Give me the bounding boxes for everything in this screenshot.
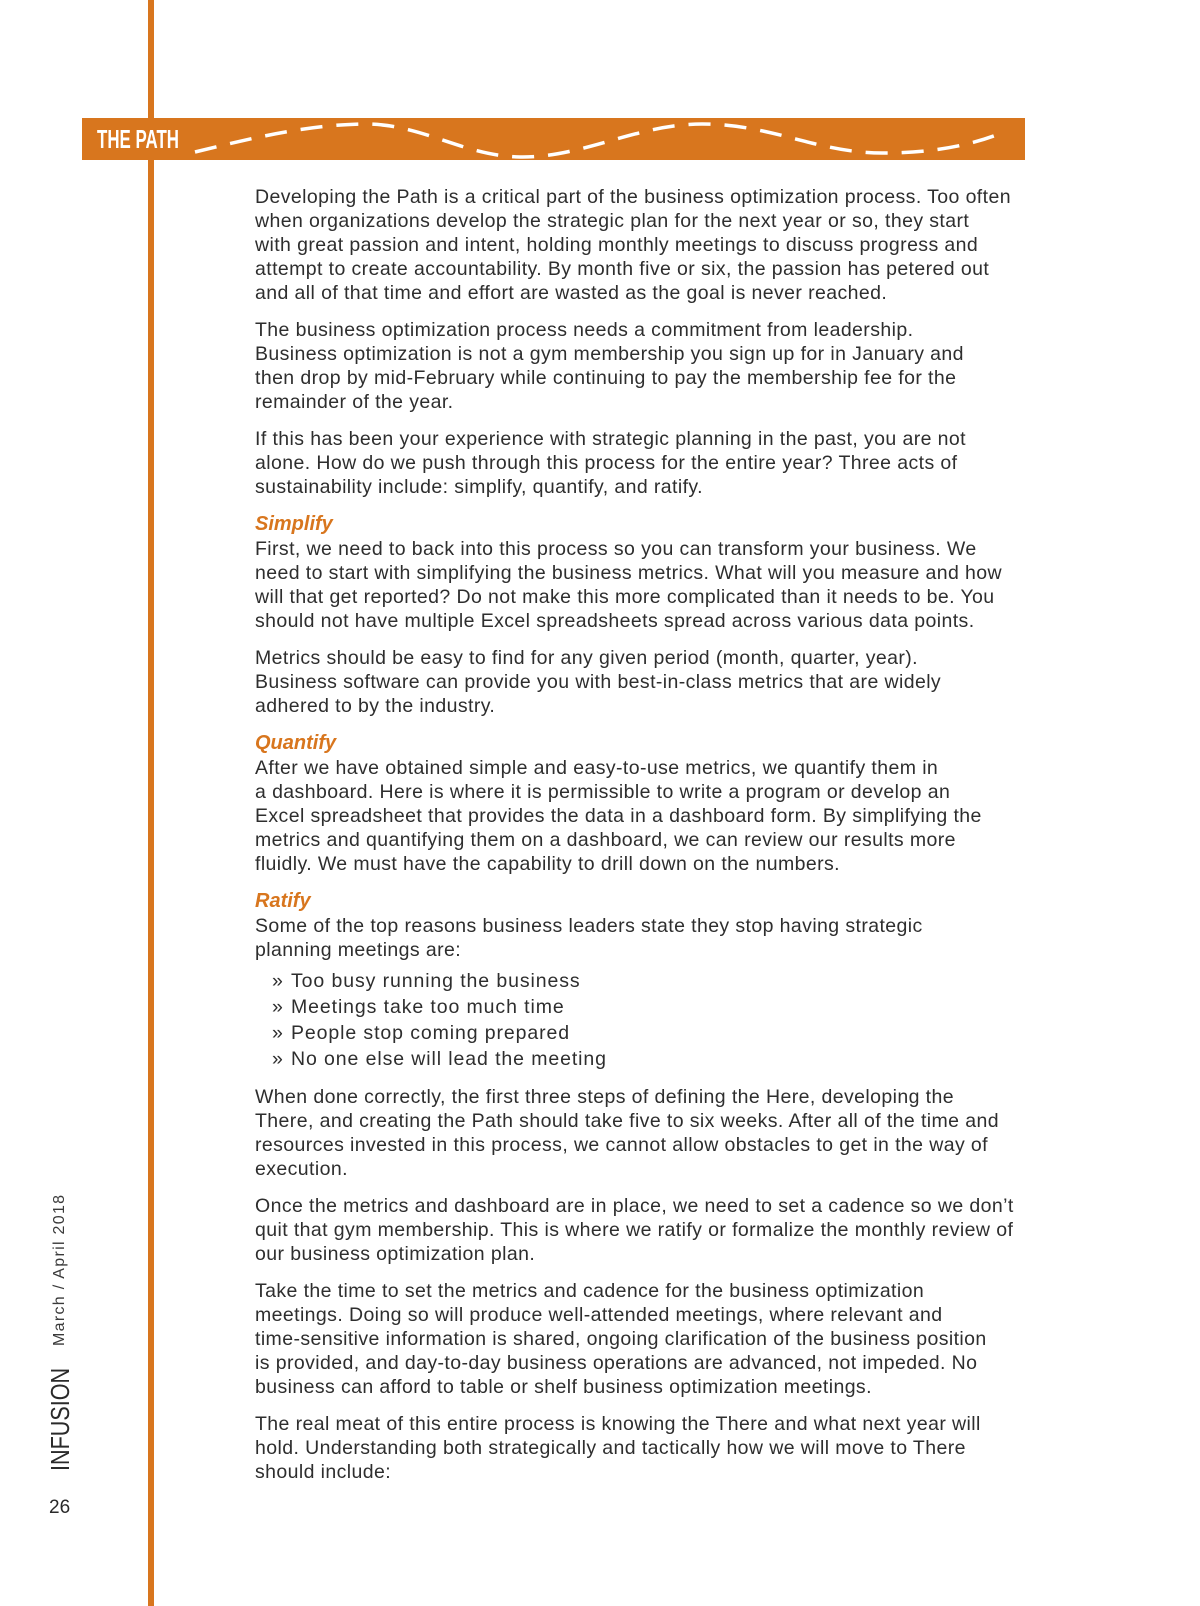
paragraph-line: our business optimization plan. [255, 1243, 536, 1265]
paragraph [255, 646, 1115, 718]
paragraph-line: quit that gym membership. This is where we ratify or formalize the monthly review of [255, 1219, 1014, 1241]
paragraph-line: adhered to by the industry. [255, 695, 496, 717]
wave-dash-line [82, 118, 1025, 160]
paragraph-line: metrics and quantifying them on a dashboard, we can review our results more [255, 829, 956, 851]
paragraph-line: when organizations develop the strategic plan for the next year or so, they start [255, 210, 970, 232]
paragraph-line: Excel spreadsheet that provides the data in a dashboard form. By simplifying the [255, 805, 982, 827]
paragraph-line: If this has been your experience with strategic planning in the past, you are not [255, 428, 966, 450]
bullet-marker: » [272, 1022, 283, 1044]
paragraph-line: fluidly. We must have the capability to drill down on the numbers. [255, 853, 840, 875]
list-item-text: Too busy running the business [291, 970, 581, 992]
list-item [255, 994, 1115, 1020]
paragraph-line: is provided, and day-to-day business operations are advanced, not impeded. No [255, 1352, 978, 1374]
paragraph [255, 427, 1115, 499]
paragraph-line: First, we need to back into this process so you can transform your business. We [255, 538, 977, 560]
list-item-text: No one else will lead the meeting [291, 1048, 607, 1070]
paragraph-line: and all of that time and effort are wasted as the goal is never reached. [255, 282, 888, 304]
paragraph-line: The business optimization process needs a commitment from leadership. [255, 319, 914, 341]
list-item [255, 1046, 1115, 1072]
paragraph [255, 185, 1115, 305]
list-item-text: Meetings take too much time [291, 996, 565, 1018]
paragraph-line: should include: [255, 1461, 392, 1483]
margin-rule [148, 0, 154, 1606]
paragraph-line: The real meat of this entire process is knowing the There and what next year will [255, 1413, 981, 1435]
paragraph [255, 914, 1115, 962]
paragraph [255, 1085, 1115, 1181]
paragraph-line: with great passion and intent, holding monthly meetings to discuss progress and [255, 234, 979, 256]
paragraph-line: remainder of the year. [255, 391, 454, 413]
paragraph-line: After we have obtained simple and easy-to-use metrics, we quantify them in [255, 757, 939, 779]
wave-dash-path [195, 124, 1004, 157]
paragraph-line: will that get reported? Do not make this more complicated than it needs to be. You [255, 586, 995, 608]
bullet-marker: » [272, 1048, 283, 1070]
paragraph-line: sustainability include: simplify, quantify, and ratify. [255, 476, 703, 498]
paragraph-line: Metrics should be easy to find for any given period (month, quarter, year). [255, 647, 918, 669]
paragraph [255, 1194, 1115, 1266]
paragraph [255, 537, 1115, 633]
bullet-marker: » [272, 970, 283, 992]
section-heading-simplify: Simplify [255, 513, 333, 535]
paragraph-line: attempt to create accountability. By month five or six, the passion has petered out [255, 258, 990, 280]
paragraph-line: meetings. Doing so will produce well-attended meetings, where relevant and [255, 1304, 943, 1326]
list-item-text: People stop coming prepared [291, 1022, 571, 1044]
list-item [255, 1020, 1115, 1046]
paragraph-line: Once the metrics and dashboard are in place, we need to set a cadence so we don’t [255, 1195, 1014, 1217]
paragraph-line: Some of the top reasons business leaders state they stop having strategic [255, 915, 923, 937]
bullet-marker: » [272, 996, 283, 1018]
paragraph-line: planning meetings are: [255, 939, 462, 961]
article-body [255, 185, 1115, 1497]
paragraph [255, 318, 1115, 414]
paragraph-line: resources invested in this process, we cannot allow obstacles to get in the way of [255, 1134, 988, 1156]
paragraph-line: business can afford to table or shelf business optimization meetings. [255, 1376, 872, 1398]
paragraph-line: When done correctly, the first three steps of defining the Here, developing the [255, 1086, 954, 1108]
paragraph-line: need to start with simplifying the business metrics. What will you measure and how [255, 562, 1003, 584]
paragraph-line: Business software can provide you with best-in-class metrics that are widely [255, 671, 942, 693]
paragraph [255, 1412, 1115, 1484]
paragraph-line: should not have multiple Excel spreadsheets spread across various data points. [255, 610, 975, 632]
bullet-list [255, 968, 1115, 1072]
paragraph [255, 756, 1115, 876]
paragraph-line: then drop by mid-February while continuing to pay the membership fee for the [255, 367, 957, 389]
paragraph [255, 1279, 1115, 1399]
paragraph-line: There, and creating the Path should take five to six weeks. After all of the time and [255, 1110, 999, 1132]
section-heading-ratify: Ratify [255, 890, 311, 912]
paragraph-line: Business optimization is not a gym membership you sign up for in January and [255, 343, 964, 365]
paragraph-line: execution. [255, 1158, 348, 1180]
section-title: THE PATH [97, 124, 179, 154]
magazine-logo: INFUSION [45, 1367, 75, 1471]
magazine-sidebar [46, 1191, 74, 1471]
paragraph-line: alone. How do we push through this process for the entire year? Three acts of [255, 452, 958, 474]
section-header-bar [82, 118, 1025, 160]
issue-date: March / April 2018 [51, 1193, 68, 1346]
paragraph-line: Developing the Path is a critical part of the business optimization process. Too often [255, 186, 1011, 208]
page-number: 26 [49, 1497, 71, 1518]
paragraph-line: hold. Understanding both strategically and tactically how we will move to There [255, 1437, 966, 1459]
paragraph-line: a dashboard. Here is where it is permissible to write a program or develop an [255, 781, 951, 803]
list-item [255, 968, 1115, 994]
paragraph-line: time-sensitive information is shared, ongoing clarification of the business position [255, 1328, 987, 1350]
paragraph-line: Take the time to set the metrics and cadence for the business optimization [255, 1280, 925, 1302]
section-heading-quantify: Quantify [255, 732, 337, 754]
